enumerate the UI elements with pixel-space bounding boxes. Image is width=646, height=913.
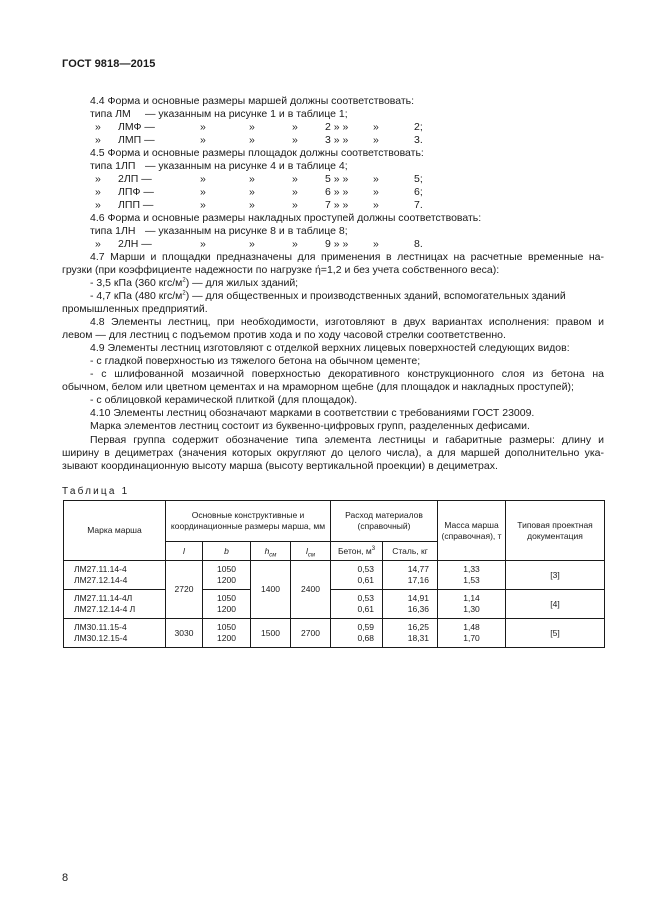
para-4-5: 4.5 Форма и основные размеры площадок должны соответствовать: <box>90 147 424 159</box>
cell-concrete: 0,53 0,61 <box>331 590 383 619</box>
list-row: » ЛМФ — » » » 2 » » » 2; <box>95 121 423 133</box>
cell-mass: 1,14 1,30 <box>438 590 506 619</box>
para-4-8-line-2: левом — для лестниц с подъемом против хода и по ходу часовой стрелки соответственно. <box>62 329 506 341</box>
para-4-7-line-1: 4.7 Марши и площадки предназначены для применения в лестницах на расчетные временные на- <box>90 251 604 263</box>
page-number: 8 <box>62 872 69 884</box>
table-caption: Таблица 1 <box>62 486 130 497</box>
cell-h: 1400 <box>251 561 291 619</box>
para-4-6: 4.6 Форма и основные размеры накладных проступей должны соответствовать: <box>90 212 482 224</box>
para-4-10-line-4: ширину в дециметрах (значения которых округляют до целого числа), а для маршей дополнительно ука- <box>62 447 604 459</box>
para-4-9-line-3: - с шлифованной мозаичной поверхностью декоративного конструкционного слоя из бетона на <box>90 368 604 380</box>
para-4-10-line-2: Марка элементов лестниц состоит из буквенно-цифровых групп, разделенных дефисами. <box>90 420 530 432</box>
cell-mark: ЛМ30.11.15-4 ЛМ30.12.15-4 <box>64 619 166 648</box>
col-header-h: $h_{см}$ <box>251 542 291 561</box>
table-row <box>64 561 605 590</box>
col-header-dims: Основные конструктивные и координационные размеры марша, мм <box>166 501 331 542</box>
list-row: типа ЛМ — указанным на рисунке 1 и в таблице 1; <box>90 108 348 120</box>
col-header-materials: Расход материалов (справочный) <box>331 501 438 542</box>
cell-h: 1500 <box>251 619 291 648</box>
para-4-7-line-2: грузки (при коэффициенте надежности по нагрузке ή=1,2 и без учета собственного веса): <box>62 264 500 276</box>
cell-b: 1050 1200 <box>203 590 251 619</box>
list-row: типа 1ЛН — указанным на рисунке 8 и в таблице 8; <box>90 225 348 237</box>
para-4-9-line-4: обычном, белом или цветном цементах и на мраморном щебне (для площадок и накладных проступей); <box>62 381 574 393</box>
cell-mark: ЛМ27.11.14-4 ЛМ27.12.14-4 <box>64 561 166 590</box>
para-4-8-line-1: 4.8 Элементы лестниц, при необходимости, изготовляют в двух вариантах исполнения: правом и <box>90 316 604 328</box>
cell-steel: 16,25 18,31 <box>383 619 438 648</box>
col-header-mass: Масса марша (справочная), т <box>438 501 506 561</box>
cell-doc: [5] <box>506 619 605 648</box>
para-4-9-line-1: 4.9 Элементы лестниц изготовляют с отделкой верхних лицевых поверхностей следующих видов: <box>90 342 570 354</box>
col-header-lcm: $l_{см}$ <box>291 542 331 561</box>
col-header-concrete: Бетон, $м^3$ <box>331 542 383 561</box>
para-4-7-line-5: промышленных предприятий. <box>62 303 208 315</box>
cell-doc: [4] <box>506 590 605 619</box>
list-row: » ЛМП — » » » 3 » » » 3. <box>95 134 423 146</box>
cell-concrete: 0,59 0,68 <box>331 619 383 648</box>
col-header-b: b <box>203 542 251 561</box>
list-row: » 2ЛН — » » » 9 » » » 8. <box>95 238 423 250</box>
para-4-10-line-3: Первая группа содержит обозначение типа элемента лестницы и габаритные размеры: длину и <box>90 434 604 446</box>
cell-doc: [3] <box>506 561 605 590</box>
cell-mass: 1,48 1,70 <box>438 619 506 648</box>
cell-mass: 1,33 1,53 <box>438 561 506 590</box>
table-row <box>64 619 605 648</box>
col-header-mark: Марка марша <box>64 501 166 561</box>
para-4-10-line-5: зывают координационную высоту марша (высоту вертикальной проекции) в дециметрах. <box>62 460 498 472</box>
cell-b: 1050 1200 <box>203 561 251 590</box>
para-4-7-line-3: - 3,5 кПа (360 кгс/$м^2$) — для жилых зданий; <box>90 277 299 289</box>
cell-mark: ЛМ27.11.14-4Л ЛМ27.12.14-4 Л <box>64 590 166 619</box>
cell-l: 2720 <box>166 561 203 619</box>
cell-steel: 14,77 17,16 <box>383 561 438 590</box>
col-header-l: l <box>166 542 203 561</box>
cell-lcm: 2700 <box>291 619 331 648</box>
col-header-doc: Типовая проектная документация <box>506 501 605 561</box>
list-row: » ЛПФ — » » » 6 » » » 6; <box>95 186 423 198</box>
list-row: » 2ЛП — » » » 5 » » » 5; <box>95 173 423 185</box>
cell-l: 3030 <box>166 619 203 648</box>
list-row: типа 1ЛП — указанным на рисунке 4 и в таблице 4; <box>90 160 348 172</box>
para-4-7-line-4: - 4,7 кПа (480 кгс/$м^2$) — для общественных и производственных зданий, вспомогательных зданий <box>90 290 566 302</box>
para-4-9-line-5: - с облицовкой керамической плиткой (для площадок). <box>90 394 358 406</box>
col-header-steel: Сталь, кг <box>383 542 438 561</box>
table-row <box>64 590 605 619</box>
cell-lcm: 2400 <box>291 561 331 619</box>
para-4-4: 4.4 Форма и основные размеры маршей должны соответствовать: <box>90 95 415 107</box>
para-4-10-line-1: 4.10 Элементы лестниц обозначают марками в соответствии с требованиями ГОСТ 23009. <box>90 407 535 419</box>
table-1 <box>63 500 605 648</box>
para-4-9-line-2: - с гладкой поверхностью из тяжелого бетона на обычном цементе; <box>90 355 421 367</box>
cell-concrete: 0,53 0,61 <box>331 561 383 590</box>
cell-b: 1050 1200 <box>203 619 251 648</box>
list-row: » ЛПП — » » » 7 » » » 7. <box>95 199 423 211</box>
page-header: ГОСТ 9818—2015 <box>62 58 156 70</box>
cell-steel: 14,91 16,36 <box>383 590 438 619</box>
